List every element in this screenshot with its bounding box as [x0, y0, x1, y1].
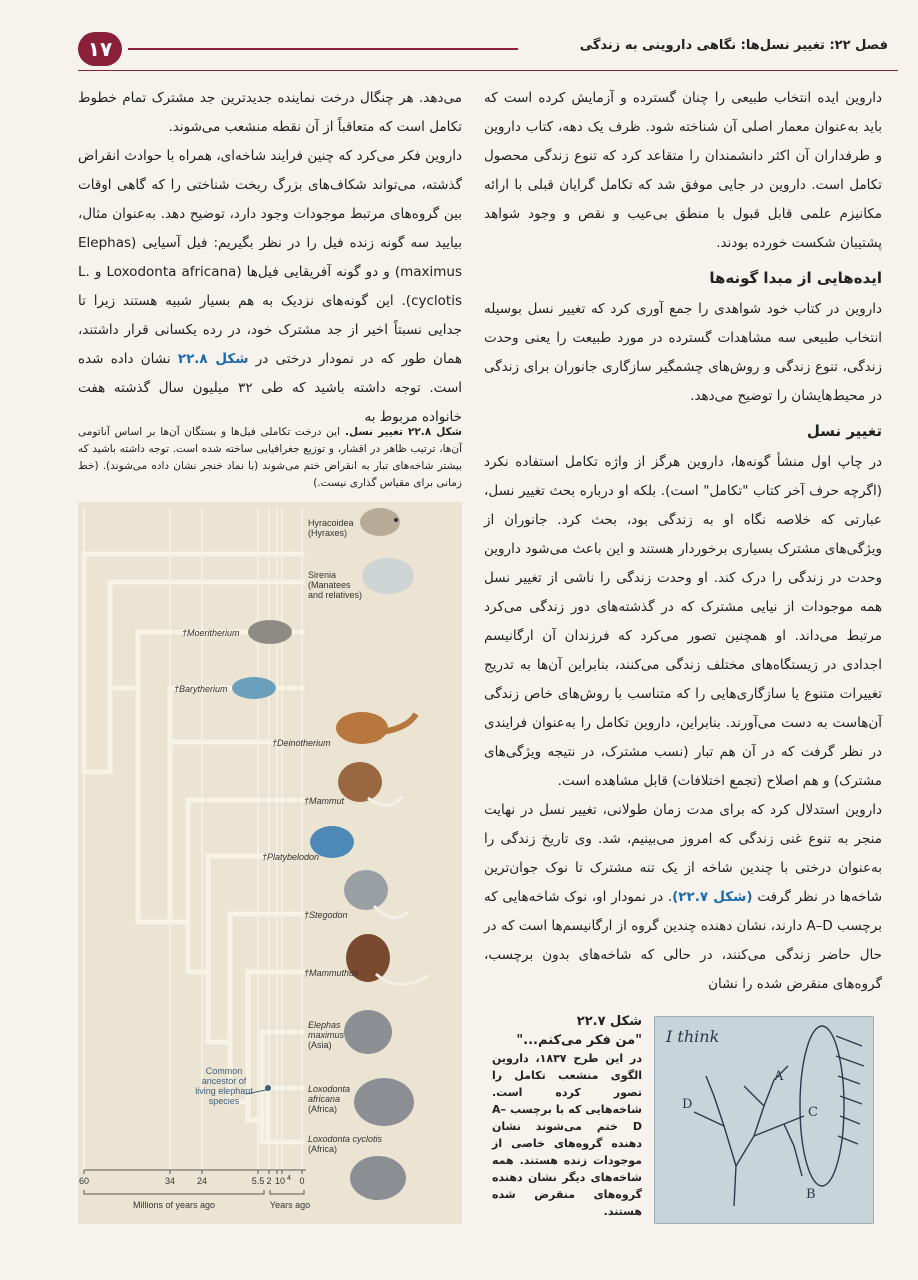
taxon-sublabel: africana — [308, 1094, 341, 1104]
axis-tick-label: 2 — [266, 1176, 272, 1186]
section-heading-descent: تغییر نسل — [806, 422, 882, 440]
ancestor-label: Common — [205, 1066, 243, 1076]
page-header — [78, 30, 898, 70]
phylogeny-svg — [78, 502, 462, 1224]
fork-paragraph: می‌دهد. هر چنگال درخت نماینده جدیدترین جد مشترک تمام خطوط تکامل است که متعاقباً از آن نقطه منشعب می‌شوند. — [78, 90, 462, 135]
axis-label-years: Years ago — [269, 1200, 311, 1210]
barytherium-illustration — [232, 677, 276, 699]
figure-22-8-link[interactable]: شکل ۲۲.۸ — [177, 351, 249, 367]
figure-22-7-body: در این طرح ۱۸۳۷، داروین الگوی منشعب تکامل را تصور کرده است. شاخه‌هایی که با برچسب A–D ختم می‌شوند نشان دهنده گروه‌های خاصی از موجودات زنده هستند. همه شاخه‌های دیگر نشان دهنده گروه‌های منقرض شده هستند. — [492, 1052, 642, 1218]
elephas-maximus-illustration — [344, 1010, 392, 1054]
axis-tick-label: 60 — [78, 1176, 90, 1186]
taxon-label: Loxodonta — [308, 1084, 351, 1094]
right-column — [484, 84, 882, 999]
section-heading-origin: ایده‌هایی از مبدا گونه‌ها — [709, 269, 882, 287]
taxon-label: †Mammuthus — [304, 968, 359, 978]
taxon-label: Hyracoidea — [308, 518, 354, 528]
loxodonta-cyclotis-illustration — [350, 1156, 406, 1200]
axis-label-mya: Millions of years ago — [132, 1200, 216, 1210]
moeritherium-illustration — [248, 620, 292, 644]
taxon-label: Sirenia — [308, 570, 337, 580]
ancestor-label: species — [208, 1096, 240, 1106]
hyrax-illustration — [360, 508, 400, 536]
axis-tick-label: 4 — [287, 1175, 291, 1182]
figure-22-7-link[interactable]: (شکل ۲۲.۷) — [672, 889, 753, 905]
ancestor-label: living elephant — [195, 1086, 253, 1096]
axis-tick-label: 5.5 — [251, 1176, 265, 1186]
taxon-label: †Platybelodon — [262, 852, 320, 862]
taxon-label: †Stegodon — [304, 910, 348, 920]
origin-paragraph: داروین در کتاب خود شواهدی را جمع آوری کرد که تغییر نسل بوسیله انتخاب طبیعی سه مشاهدات گسترده در مورد طبیعت را یعنی وحدت زندگی، تنوع زندگی و روش‌های چشمگیر سازگاری جانوران برای زندگی در محیط‌هایشان را توضیح می‌دهد. — [484, 301, 882, 404]
axis-tick-label: 0 — [299, 1176, 305, 1186]
taxon-label: †Moeritherium — [182, 628, 240, 638]
intro-paragraph: داروین ایده انتخاب طبیعی را چنان گسترده و آزمایش کرده است که باید به‌عنوان معمار اصلی آن شناخته شود. ظرف یک دهه، کتاب داروین و طرفداران آن اکثر دانشمندان را متقاعد کرد که تنوع زندگی محصول تکامل است. داروین در جایی موفق شد که تکامل گرایان قبلی با ارائه مکانیزم علمی قابل قبول با منطق بی‌عیب و نقص و وجود شواهد پشتیبان شکست خورده بودند. — [484, 90, 882, 251]
sketch-label: A — [774, 1069, 784, 1084]
chapter-title: فصل ۲۲: تغییر نسل‌ها: نگاهی داروینی به زندگی — [579, 38, 888, 53]
taxon-label: †Mammut — [304, 796, 345, 806]
elephant-paragraph-a: داروین فکر می‌کرد که چنین فرایند شاخه‌ای، همراه با حوادث انقراض گذشته، می‌تواند شکاف‌های بزرگ ریخت شناختی را که گاهی اوقات بین گروه‌های مرتبط موجودات وجود دارد، توضیح دهد. به‌عنوان مثال، بیایید سه گونه زنده فیل را در نظر بگیریم: فیل آسیایی (Elephas maximus) و دو گونه آفریقایی فیل‌ها (Loxodonta africana و L. cyclotis). این گونه‌های نزدیک به هم بسیار شبیه هستند زیرا تا جدایی نسبتاً اخیر از جد مشترک خود، در رده یکسانی قرار داشتند، همان طور که در نمودار درختی در — [78, 148, 463, 367]
sketch-heading: I think — [666, 1027, 720, 1046]
figure-22-7-title: شکل ۲۲.۷ — [576, 1014, 642, 1029]
figure-22-8-caption-body: این درخت تکاملی فیل‌ها و بستگان آن‌ها بر اساس آناتومی آن‌ها، ترتیب ظاهر در اقشار، و توزیع جغرافیایی ساخته شده است. توجه داشته باشید که بیشتر شاخه‌های تبار به انقراض ختم می‌شوند (با نماد خنجر نشان داده می‌شوند). (خط زمانی برای مقیاس گذاری نیست.) — [78, 426, 462, 489]
figure-22-8-caption — [78, 424, 462, 492]
taxon-sublabel: and relatives) — [308, 590, 363, 600]
taxon-sublabel: (Africa) — [308, 1104, 337, 1114]
taxon-label: †Deinotherium — [272, 738, 331, 748]
taxon-label: †Barytherium — [174, 684, 228, 694]
taxon-sublabel: (Hyraxes) — [308, 528, 348, 538]
tree-paragraph-b: . در نمودار او، نوک شاخه‌هایی که برچسب A–D دارند، نشان دهنده چندین گروه از ارگانیسم‌ها است که در حال حاضر زندگی می‌کنند، در حالی که شاخه‌های بدون برچسب، گروه‌های منقرض شده را نشان — [484, 889, 882, 992]
axis-tick-label: 34 — [164, 1176, 176, 1186]
taxon-sublabel: (Africa) — [308, 1144, 337, 1154]
sketch-label: B — [806, 1187, 816, 1202]
header-rule — [128, 48, 518, 50]
header-underline — [78, 70, 898, 71]
darwin-sketch-svg — [654, 1016, 874, 1224]
taxon-sublabel: maximus — [308, 1030, 345, 1040]
tree-paragraph-a: داروین استدلال کرد که برای مدت زمان طولانی، تغییر نسل در نهایت منجر به تنوع غنی زندگی که امروز می‌بینیم، شد. وی تاریخ زندگی را به‌عنوان درختی با چندین شاخه از یک تنه مشترک تا نوک جوان‌ترین شاخه‌ها در نظر گرفت — [484, 802, 883, 905]
manatee-illustration — [362, 558, 414, 594]
figure-22-8-tree — [78, 502, 462, 1224]
figure-22-7-quote: "من فکر می‌کنم..." — [516, 1033, 642, 1048]
figure-22-7-caption — [492, 1012, 642, 1220]
left-column — [78, 84, 462, 432]
tree-paragraph — [484, 796, 882, 999]
axis-tick-label: 24 — [196, 1176, 208, 1186]
loxodonta-africana-illustration — [354, 1078, 414, 1126]
elephant-paragraph — [78, 142, 462, 432]
sketch-label: C — [808, 1105, 818, 1120]
axis-tick-label: 10 — [274, 1176, 286, 1186]
elephant-paragraph-b: نشان داده شده است. توجه داشته باشید که طی ۳۲ میلیون سال گذشته هفت خانواده مربوط به — [78, 351, 463, 425]
page-number: ۱۷ — [78, 32, 122, 66]
figure-22-8-caption-title: شکل ۲۲.۸ تغییر نسل. — [345, 426, 462, 438]
taxon-label: Elephas — [308, 1020, 341, 1030]
taxon-sublabel: (Asia) — [308, 1040, 332, 1050]
descent-paragraph: در چاپ اول منشأ گونه‌ها، داروین هرگز از واژه تکامل استفاده نکرد (اگرچه حرف آخر کتاب "تکامل" است). بلکه او درباره بحث تغییر نسل، عبارتی که خلاصه نگاه او به زندگی بود، بحث کرد. جانوران از ویژگی‌های مشترک بسیاری برخوردار هستند و این باعث می‌شود داروین وحدت در زندگی را درک کند. او وحدت زندگی را ناشی از تغییر نسل همه موجودات از نیایی مشترک که در گذشته‌های دور زندگی می‌کرد مرتبط می‌داند. او همچنین تصور می‌کرد که فرزندان آن ارگانیسم اجدادی در زیستگاه‌های مختلف زندگی می‌کنند، بنابراین آن‌ها به تدریج تغییرات متنوع یا سازگاری‌هایی را که متناسب با روش‌های خاص زندگی آن‌هاست به دست می‌آورند. بنابراین، داروین تکامل را به‌عنوان فرایندی در نظر گرفت که در آن هم تبار (نسب مشترک، در نتیجه ویژگی‌های مشترک) و هم اصلاح (تجمع اختلافات) قابل مشاهده است. — [484, 454, 882, 789]
ancestor-label: ancestor of — [201, 1076, 247, 1086]
taxon-sublabel: (Manatees — [308, 580, 351, 590]
darwin-sketch — [654, 1016, 874, 1224]
taxon-label: Loxodonta cyclotis — [308, 1134, 383, 1144]
sketch-label: D — [682, 1097, 693, 1112]
